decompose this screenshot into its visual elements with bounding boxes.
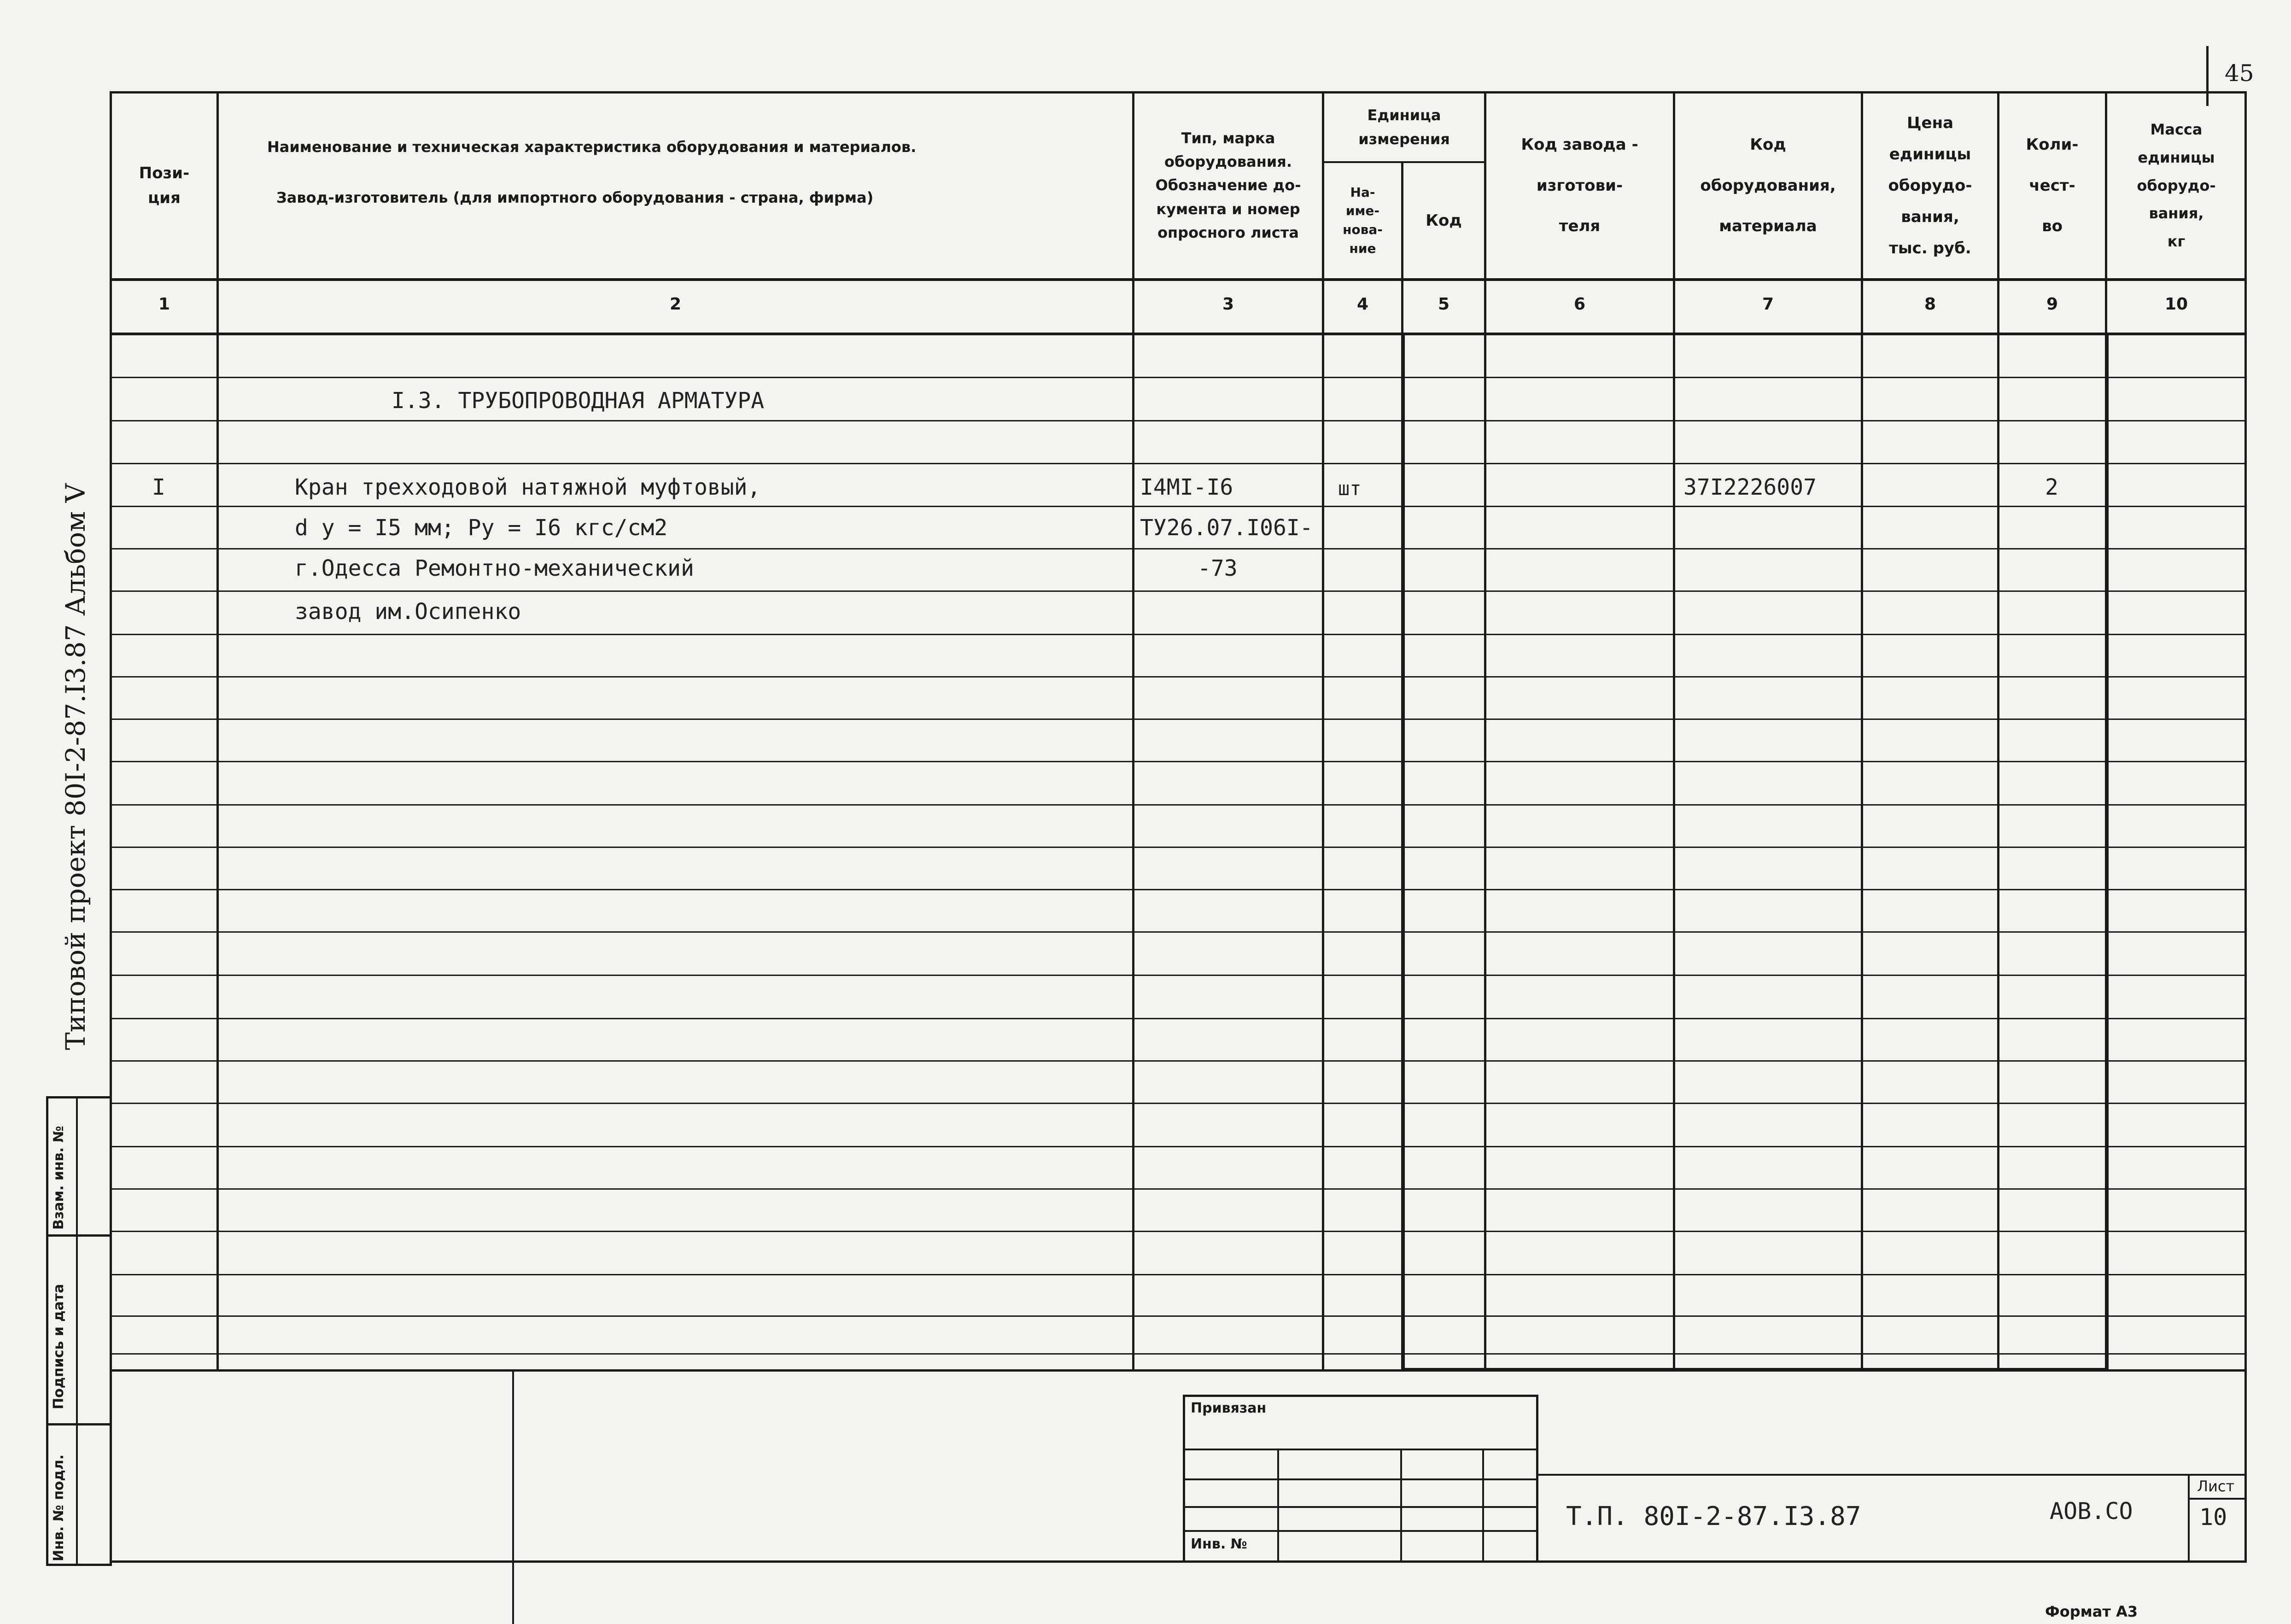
item-unit: шт xyxy=(1338,477,1362,500)
attach-stamp-v1 xyxy=(1277,1449,1279,1563)
sheet-box-divider xyxy=(2188,1498,2247,1500)
col-number-3: 3 xyxy=(1222,295,1234,314)
header-type: Тип, марка оборудования. Обозначение до- кумента и номер опросного листа xyxy=(1155,129,1301,241)
format-label: Формат А3 xyxy=(2045,1603,2138,1620)
attach-stamp-v2 xyxy=(1400,1449,1402,1563)
sheet-code: АОВ.СО xyxy=(2050,1498,2133,1525)
item-type-line-2: ТУ26.07.I06I- xyxy=(1140,515,1313,541)
row-line xyxy=(110,506,2247,507)
sheet-label: Лист xyxy=(2197,1478,2235,1495)
item-name-line-4: завод им.Осипенко xyxy=(295,599,521,625)
attach-stamp-inv-label: Инв. № xyxy=(1191,1536,1247,1552)
row-line xyxy=(110,847,2247,848)
header-equipment-code: Код оборудования, материала xyxy=(1700,135,1836,236)
row-line xyxy=(110,931,2247,933)
attach-stamp-label: Привязан xyxy=(1191,1400,1267,1416)
col-line-7 xyxy=(1861,91,1863,1372)
item-name-line-3: г.Одесса Ремонтно-механический xyxy=(295,555,694,581)
row-line xyxy=(110,1018,2247,1019)
header-unit-code: Код xyxy=(1426,211,1462,230)
header-unit-name: На- име- нова- ние xyxy=(1343,184,1383,256)
col-number-10: 10 xyxy=(2164,295,2188,314)
col-number-8: 8 xyxy=(1924,295,1936,314)
document-code: Т.П. 80I-2-87.I3.87 xyxy=(1566,1501,1861,1531)
bracket-left xyxy=(1401,335,1405,1372)
col-line-5 xyxy=(1484,91,1486,1372)
header-position: Пози- ция xyxy=(139,164,190,207)
side-stamp-divider-h2 xyxy=(46,1423,112,1425)
row-line xyxy=(110,590,2247,592)
table-frame xyxy=(110,91,2247,1372)
sheet-box-left xyxy=(2188,1474,2190,1563)
item-name-line-2: d у = I5 мм; Ру = I6 кгс/см2 xyxy=(295,515,668,541)
sheet-number: 10 xyxy=(2199,1504,2227,1531)
side-project-title: Типовой проект 80I-2-87.I3.87 Альбом V xyxy=(60,483,91,1050)
item-name-line-1: Кран трехходовой натяжной муфтовый, xyxy=(295,474,761,500)
row-line xyxy=(110,1188,2247,1190)
col-number-2: 2 xyxy=(669,295,682,314)
header-name-line2: Завод-изготовитель (для импортного оборудования - страна, фирма) xyxy=(276,189,874,207)
col-line-2 xyxy=(1132,91,1134,1372)
bracket-right xyxy=(2105,335,2109,1372)
row-line xyxy=(110,634,2247,635)
side-stamp-divider-h1 xyxy=(46,1234,112,1237)
side-stamp-original-inv: Инв. № подл. xyxy=(51,1454,67,1561)
section-title: I.3. ТРУБОПРОВОДНАЯ АРМАТУРА xyxy=(392,388,765,414)
row-line xyxy=(110,719,2247,720)
row-line xyxy=(110,761,2247,762)
header-unit-group: Единица измерения xyxy=(1358,106,1450,148)
side-stamp-divider-v xyxy=(76,1096,78,1566)
row-line xyxy=(110,1274,2247,1275)
attach-stamp-h1 xyxy=(1183,1449,1538,1450)
header-price: Цена единицы оборудо- вания, тыс. руб. xyxy=(1888,114,1972,257)
col-line-6 xyxy=(1673,91,1675,1372)
header-mass: Масса единицы оборудо- вания, кг xyxy=(2137,121,2216,251)
header-name-line1: Наименование и техническая характеристика оборудования и материалов. xyxy=(267,138,917,156)
col-number-7: 7 xyxy=(1762,295,1774,314)
item-equipment-code: 37I2226007 xyxy=(1683,474,1817,500)
attach-stamp-h2 xyxy=(1183,1478,1538,1480)
row-line xyxy=(110,975,2247,976)
header-quantity: Коли- чест- во xyxy=(2026,135,2079,236)
row-line xyxy=(110,1353,2247,1355)
attach-stamp-h3 xyxy=(1183,1506,1538,1508)
side-stamp-signature-date: Подпись и дата xyxy=(51,1284,67,1409)
attach-stamp-v3 xyxy=(1482,1449,1484,1563)
item-position: I xyxy=(152,474,165,500)
side-stamp-replaced-inv: Взам. инв. № xyxy=(51,1126,67,1230)
row-line xyxy=(110,1103,2247,1104)
row-line xyxy=(110,889,2247,890)
row-line xyxy=(110,676,2247,678)
row-line xyxy=(110,1231,2247,1232)
title-block-top xyxy=(1538,1474,2247,1476)
bottom-frame xyxy=(110,1369,2247,1563)
item-type-line-1: I4МI-I6 xyxy=(1140,474,1233,500)
page-number: 45 xyxy=(2225,60,2254,87)
col-number-4: 4 xyxy=(1356,295,1369,314)
row-line xyxy=(110,1315,2247,1317)
row-line xyxy=(110,548,2247,549)
item-quantity: 2 xyxy=(2045,474,2058,500)
row-line xyxy=(110,1060,2247,1062)
attach-stamp-h4 xyxy=(1183,1530,1538,1532)
col-line-1 xyxy=(216,91,219,1372)
col-number-1: 1 xyxy=(158,295,170,314)
row-line xyxy=(110,420,2247,421)
col-line-8 xyxy=(1997,91,1999,1372)
row-line xyxy=(110,804,2247,806)
row-line xyxy=(110,377,2247,378)
bottom-divider xyxy=(512,1369,514,1624)
row-line xyxy=(110,463,2247,464)
col-number-9: 9 xyxy=(2046,295,2058,314)
row-line xyxy=(110,1146,2247,1147)
col-number-5: 5 xyxy=(1438,295,1450,314)
col-line-3 xyxy=(1322,91,1324,1372)
header-manufacturer-code: Код завода - изготови- теля xyxy=(1521,135,1638,236)
header-bottom-line xyxy=(110,278,2247,281)
column-numbers-bottom-line xyxy=(110,333,2247,335)
col-number-6: 6 xyxy=(1573,295,1586,314)
item-type-line-3: -73 xyxy=(1198,555,1238,581)
